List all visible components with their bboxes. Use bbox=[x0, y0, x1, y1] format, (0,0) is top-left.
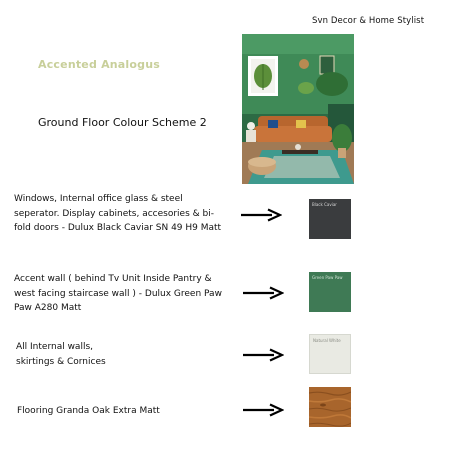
item-description-flooring: Flooring Granda Oak Extra Matt bbox=[17, 406, 160, 416]
swatch-label: Green Paw Paw bbox=[312, 275, 343, 280]
arrow-right-icon bbox=[242, 403, 284, 417]
scheme-name: Accented Analogus bbox=[38, 58, 161, 71]
swatch-label: Black Caviar bbox=[312, 202, 337, 207]
item-description-window-trim: Windows, Internal office glass & steel seperator. Display cabinets, accesories & bi-fold doors - Dulux Black Caviar SN 49 H9 Matt bbox=[14, 194, 222, 233]
arrow-right-icon bbox=[242, 286, 284, 300]
swatch-granda-oak bbox=[309, 387, 351, 427]
living-room-illustration bbox=[242, 34, 354, 184]
swatch-black-caviar bbox=[309, 199, 351, 239]
arrow-right-icon bbox=[242, 348, 284, 362]
item-description-internal-walls: All Internal walls, skirtings & Cornices bbox=[16, 342, 106, 367]
swatch-natural-white bbox=[309, 334, 351, 374]
living-room-photo bbox=[242, 34, 354, 184]
swatch-label: Natural White bbox=[313, 338, 341, 343]
swatch-green-paw-paw bbox=[309, 272, 351, 312]
item-description-accent-wall: Accent wall ( behind Tv Unit Inside Pantry & west facing staircase wall ) - Dulux Green Paw Paw A280 Matt bbox=[14, 274, 222, 313]
board-title: Ground Floor Colour Scheme 2 bbox=[38, 116, 207, 129]
wood-grain-texture bbox=[309, 387, 351, 427]
brand-name: Svn Decor & Home Stylist bbox=[312, 16, 425, 26]
arrow-right-icon bbox=[240, 208, 282, 222]
